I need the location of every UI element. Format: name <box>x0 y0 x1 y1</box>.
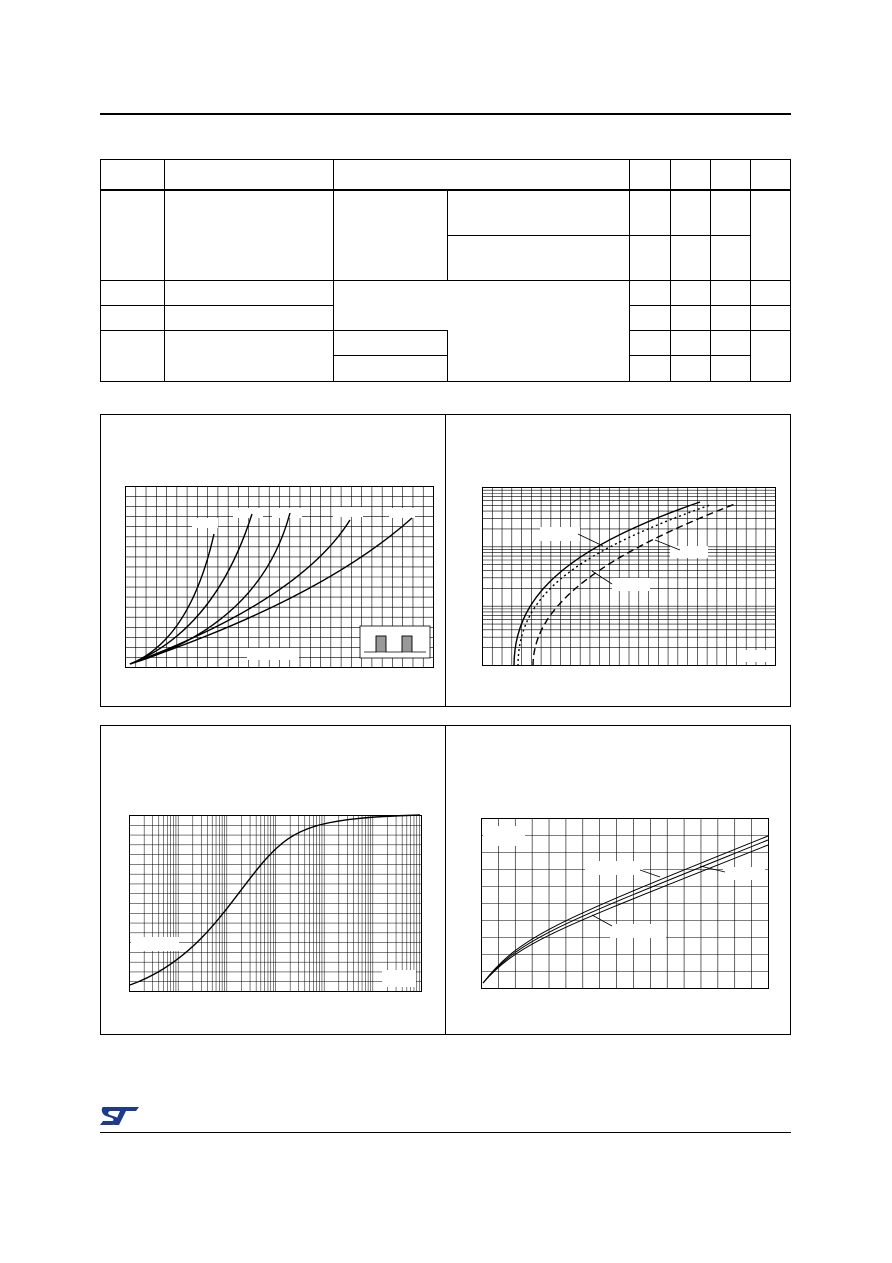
footer-rule <box>100 1132 791 1133</box>
figure-panels-top <box>101 414 791 707</box>
figure-4 <box>482 819 769 989</box>
figure-3 <box>130 815 422 992</box>
figure-1 <box>126 487 434 668</box>
characteristics-table <box>100 160 791 382</box>
figure-2 <box>483 488 776 667</box>
st-logo-icon <box>99 1104 141 1128</box>
